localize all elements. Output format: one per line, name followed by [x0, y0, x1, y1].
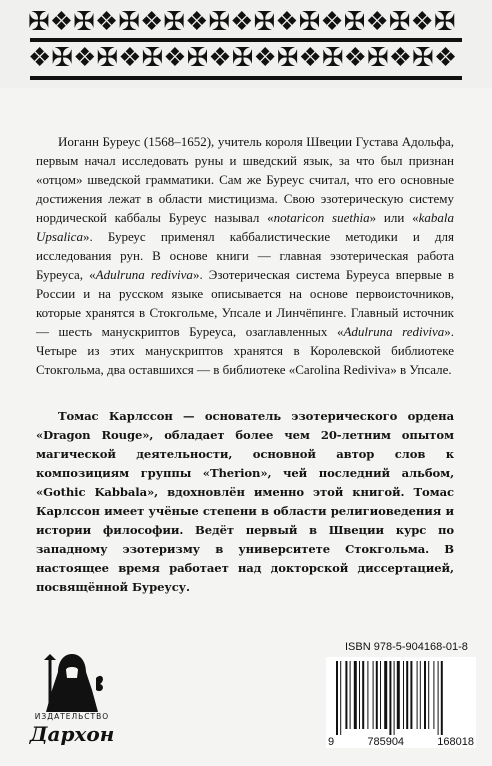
barcode-digit-group-1: 785904 — [367, 736, 405, 748]
barcode-bar — [410, 661, 412, 729]
barcode-bar — [420, 661, 421, 729]
barcode-bar — [424, 661, 426, 729]
barcode-bar — [403, 661, 404, 729]
description-text: » или « — [369, 210, 419, 225]
description-text: Иоганн Буреус (1568–1652), учитель короля Швеции Густава Адольфа, первым начал исследовать руны и шведский язык, за что был признан «отцом» шведской грамматики. Сам же Буреус считал, что его основные достижения лежат в области мистицизма. Свою эзотерическую систему нордической каббалы Буреус называл « — [36, 134, 454, 225]
barcode-bar — [359, 661, 360, 729]
barcode-digits — [326, 736, 476, 748]
publisher-logo — [22, 650, 122, 760]
hooded-figure-icon — [22, 650, 122, 714]
author-bio-paragraph: Томас Карлссон — основатель эзотерического ордена «Dragon Rouge», обладает более чем 20-летним опытом магической деятельности, основной автор слов к композициям группы «Therion», чей последний альбом, «Gothic Kabbala», вдохновлён именно этой книгой. Томас Карлссон имеет учёные степени в области религиоведения и истории философии. Ведёт первый в Швеции курс по западному эзотеризму в университете Стокгольма. В настоящее время работает над докторской диссертацией, посвящённой Буреусу. — [36, 409, 454, 594]
description-italic-term: kabala Upsalica — [36, 210, 454, 244]
barcode-bar — [350, 661, 351, 729]
barcode-bar — [417, 661, 418, 729]
decorative-header-ornament — [0, 0, 492, 88]
barcode-digit-group-2: 168018 — [437, 736, 474, 748]
description-text: ». Четыре из этих манускриптов хранятся в Королевской библиотеке Стокгольма, два оставшихся — в библиотеке «Carolina Rediviva» в Упсале. — [36, 324, 454, 377]
barcode-bar — [345, 661, 347, 729]
barcode-bar — [397, 661, 400, 729]
barcode-bar — [336, 661, 338, 735]
description-text: ». Буреус применял каббалистические методики и для исследования рун. В основе книги — главная эзотерическая работа Буреуса, « — [36, 229, 454, 282]
description-italic-term: Adulruna rediviva — [95, 267, 193, 282]
description-italic-term: notaricon suethia — [273, 210, 370, 225]
barcode-bar — [376, 661, 378, 729]
barcode-bar — [394, 661, 395, 735]
ornament-row-bottom: ❖✠❖✠❖✠❖✠❖✠❖✠❖✠❖✠❖✠❖ — [28, 44, 458, 72]
barcode-digit-first: 9 — [328, 736, 335, 748]
book-description — [36, 132, 454, 379]
publisher-label: ИЗДАТЕЛЬСТВО — [34, 712, 110, 721]
barcode-bar — [428, 661, 429, 729]
barcode-bar — [406, 661, 408, 729]
barcode-bar — [380, 661, 381, 729]
barcode-bar — [389, 661, 391, 735]
description-text: ». Эзотерическая система Буреуса впервые в России и на русском языке описывается на основе первоисточников, которые хранятся в Стокгольме, Упсале и Линчёпинге. Главный источник — шесть манускриптов Буреуса, озаглавленных « — [36, 267, 455, 339]
book-description-paragraph — [36, 132, 454, 379]
ornament-divider-top — [30, 38, 462, 42]
isbn-barcode — [326, 657, 476, 747]
barcode-bar — [340, 661, 341, 735]
ornament-divider-bottom — [30, 76, 462, 80]
barcode-bar — [354, 661, 357, 729]
isbn-label: ISBN 978-5-904168-01-8 — [345, 641, 468, 653]
ornament-row-top: ✠❖✠❖✠❖✠❖✠❖✠❖✠❖✠❖✠❖✠ — [28, 8, 456, 36]
description-italic-term: Adulruna rediviva — [343, 324, 445, 339]
author-bio — [36, 407, 454, 597]
barcode-bar — [433, 661, 434, 729]
barcode-bar — [362, 661, 364, 729]
barcode-bar — [441, 661, 443, 735]
barcode-bar — [384, 661, 387, 729]
barcode-bars — [326, 657, 476, 737]
publisher-name: Дархон — [29, 722, 115, 746]
barcode-bar — [373, 661, 374, 729]
barcode-bar — [367, 661, 368, 729]
barcode-bar — [438, 661, 439, 735]
